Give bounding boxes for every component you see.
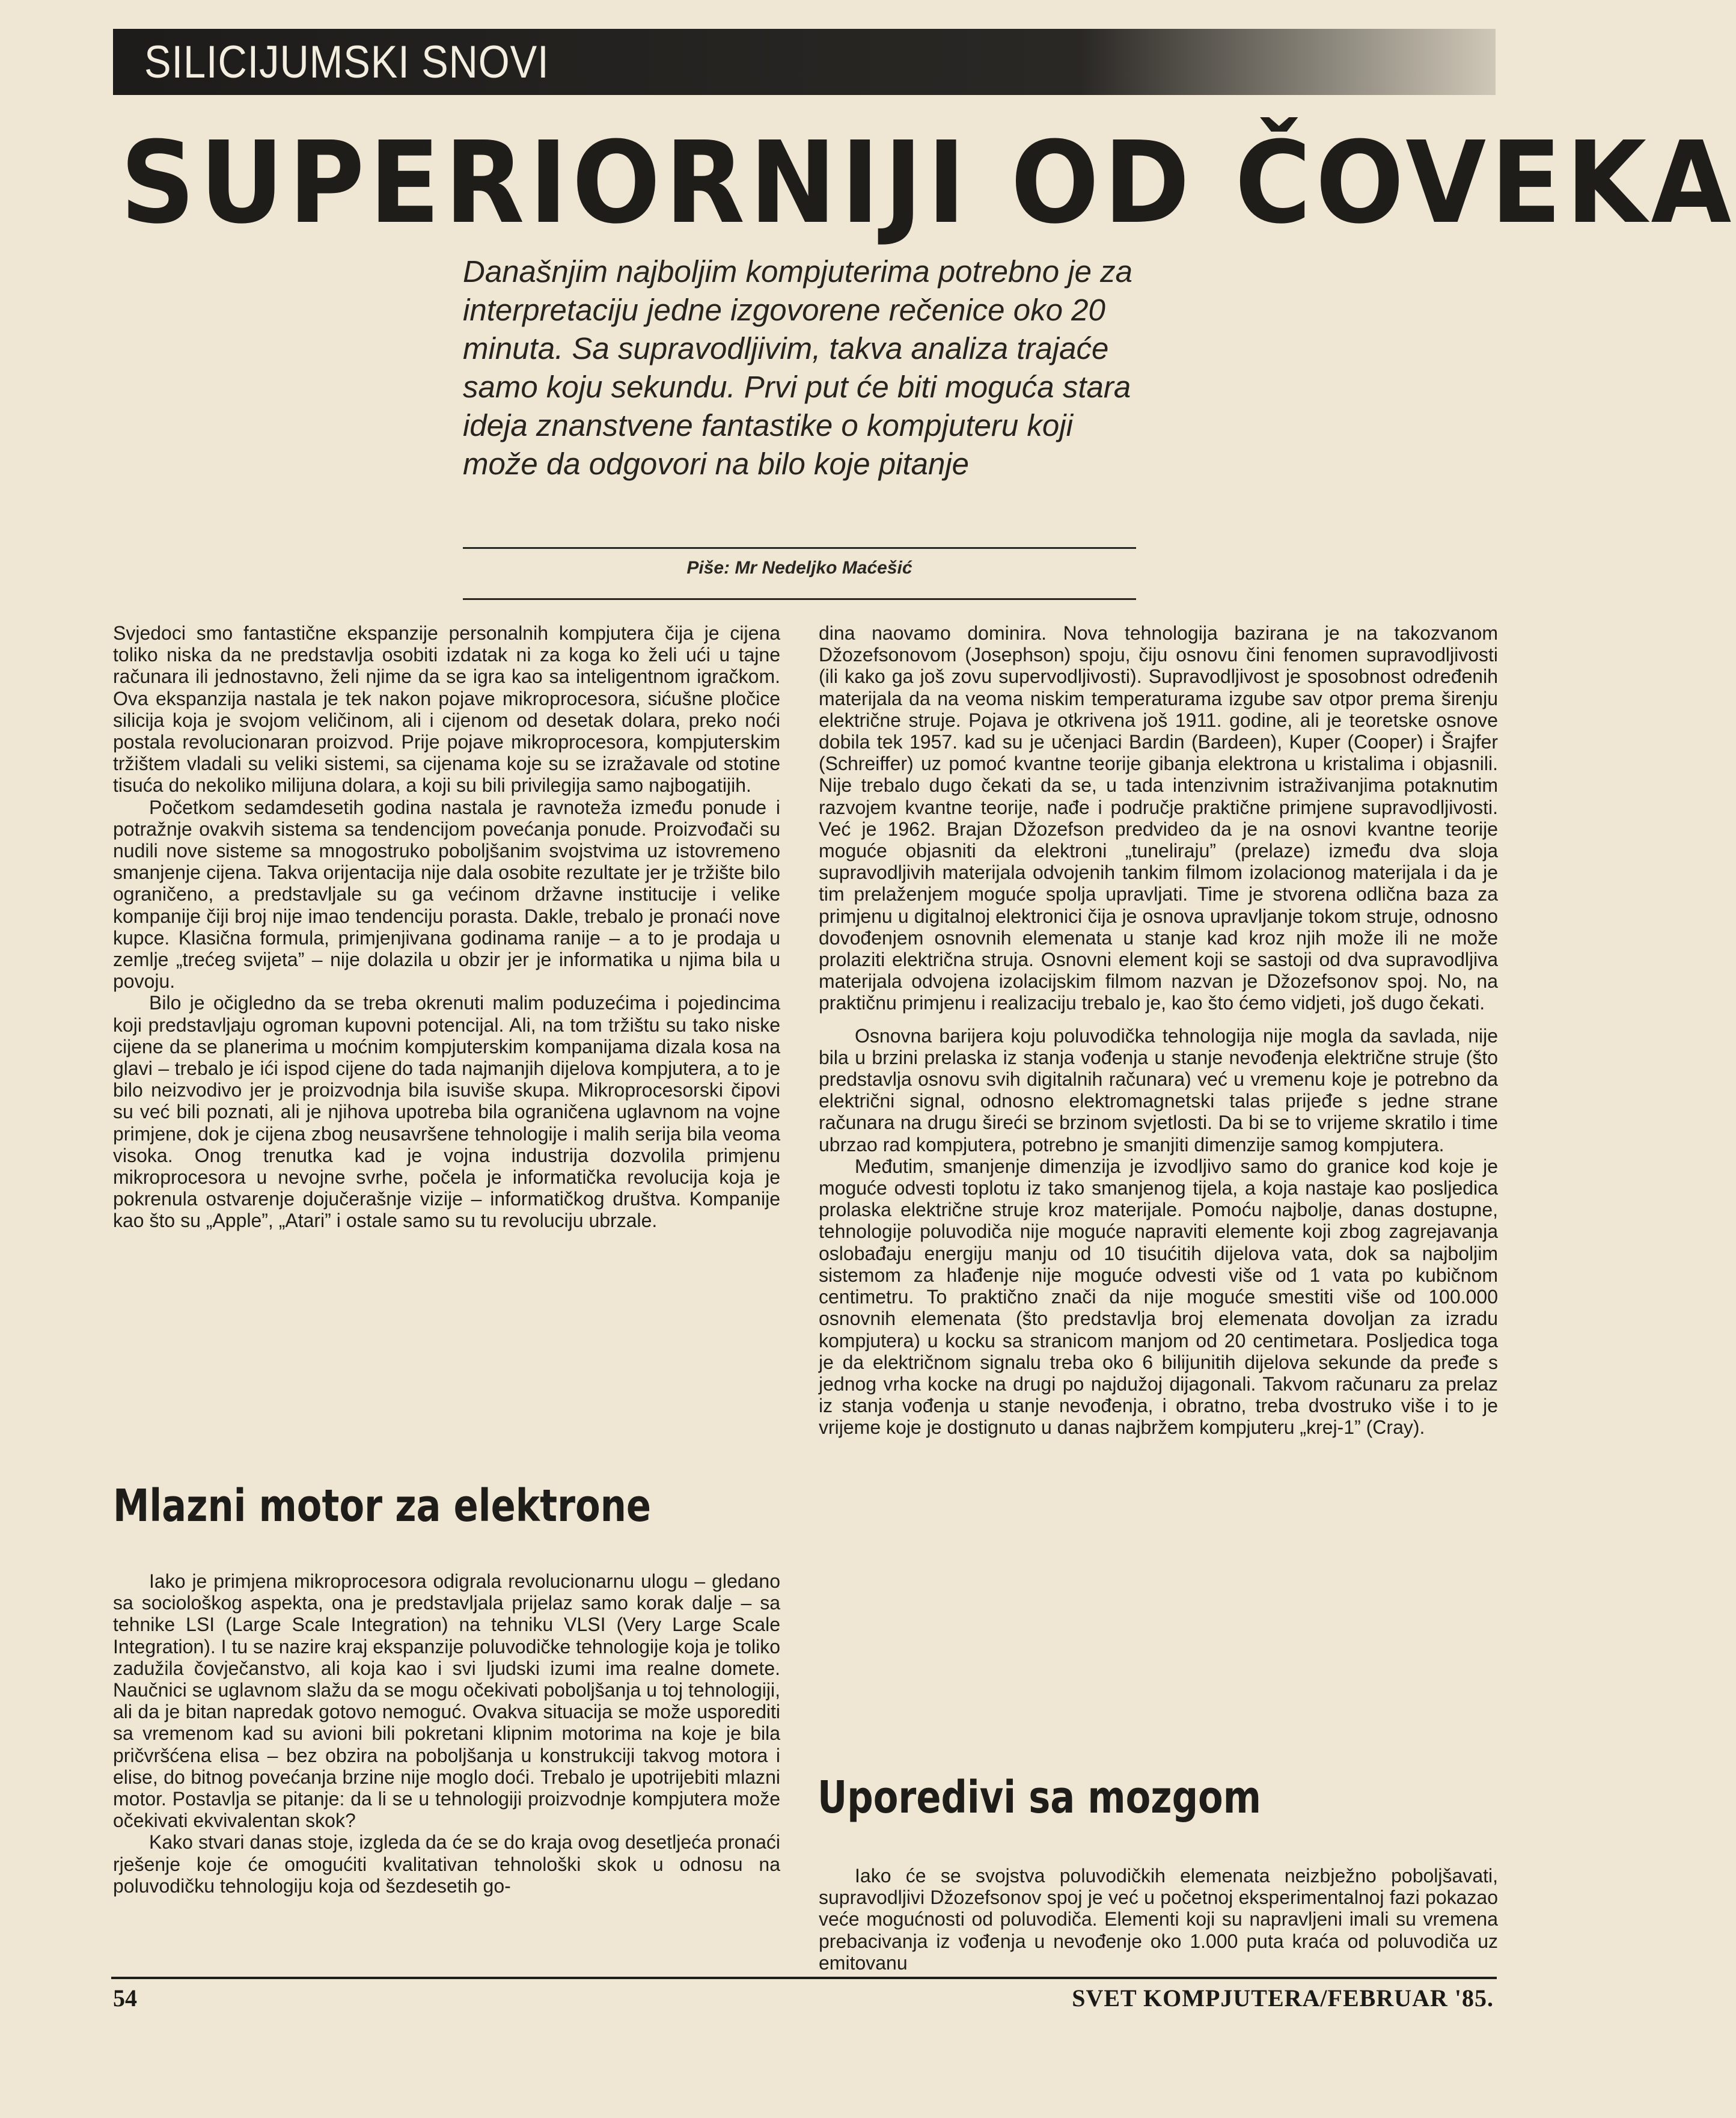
lead-paragraph: Današnjim najboljim kompjuterima potrebno je za interpretaciju jedne izgovorene rečenice oko 20 minuta. Sa supravodljivim, takva analiza trajaće samo koju sekundu. Prvi put će biti moguća stara ideja znanstvene fantastike o kompjuteru koji može da odgovori na bilo koje pitanje bbox=[463, 254, 1133, 481]
footer-rule bbox=[111, 1977, 1497, 1979]
paragraph: Osnovna barijera koju poluvodička tehnologija nije mogla da savlada, nije bila u brzini prelaska iz stanja vođenja u stanje nevođenja električne struje (što predstavlja osnovu svih digitalnih računara) već u vremenu koje je potrebno da električni signal, odnosno elektromagnetski talas prijeđe s jedne strane računara na drugu šireći se brzinom svjetlosti. Da bi se to vrijeme skratilo i time ubrzao rad kompjutera, potrebno je smanjiti dimenzije samog kompjutera. bbox=[819, 1024, 1498, 1155]
page-number: 54 bbox=[113, 1985, 137, 2012]
paragraph: dina naovamo dominira. Nova tehnologija bazirana je na takozvanom Džozefsonovom (Josephson) spoju, čiju osnovu čini fenomen supravodljivosti (ili kako ga još zovu supervodljivosti). Supravodljivost je sposobnost određenih materijala da na veoma niskim temperaturama izgube sav otpor prema širenju električne struje. Pojava je otkrivena još 1911. godine, ali je teoretske osnove dobila tek 1957. kad su je učenjaci Bardin (Bardeen), Kuper (Cooper) i Šrajfer (Schreiffer) uz pomoć kvantne teorije gibanja elektrona u kristalima i objasnili. Nije trebalo dugo čekati da se, u tada intenzivnim istraživanjima potaknutim razvojem kvantne teorije, nađe i područje praktične primjene supravodljivosti. Već je 1962. Brajan Džozefson predvideo da je na osnovi kvantne teorije moguće objasniti da elektroni „tuneliraju” (prelaze) između dva sloja supravodljivih materijala odvojenih tankim filmom izolacionog materijala i da je tim prelaženjem moguće spolja upravljati. Time je stvorena odlična baza za primjenu u digitalnoj elektronici čija je osnova upravljanje tokom struje, odnosno dovođenjem osnovnih elemenata u stanje kad kroz njih može ili ne može prolaziti električna struja. Osnovni element koji se sastoji od dva supravodljiva materijala odvojena izolacijskim filmom nazvan je Džozefsonov spoj. No, na praktičnu primjenu i realizaciju trebalo je, kao što ćemo vidjeti, još dugo čekati. bbox=[819, 622, 1498, 1014]
byline-rule-bottom bbox=[463, 598, 1136, 600]
byline: Piše: Mr Nedeljko Maćešić bbox=[686, 558, 912, 578]
paragraph: Iako će se svojstva poluvodičkih elemenata neizbježno poboljšavati, supravodljivi Džozefsonov spoj je već u početnoj eksperimentalnoj fazi pokazao veće mogućnosti od poluvodiča. Elementi koji su napravljeni imali su vremena prebacivanja iz vođenja u nevođenje oko 1.000 puta kraća od poluvodiča uz emitovanu bbox=[819, 1865, 1498, 1974]
left-column-continued bbox=[113, 1570, 780, 1897]
subheading-brain: Uporedivi sa mozgom bbox=[818, 1772, 1261, 1823]
paragraph: Početkom sedamdesetih godina nastala je ravnoteža između ponude i potražnje ovakvih sistema sa tendencijom povećanja ponude. Proizvođači su nudili nove sisteme sa mnogostruko poboljšanim svojstvima uz istovremeno smanjenje cijena. Takva orijentacija nije dala osobite rezultate jer je tržište bilo ograničeno, a predstavljale su ga većinom državne institucije i velike kompanije čiji broj nije imao tendenciju porasta. Dakle, trebalo je pronaći nove kupce. Klasična formula, primjenjivana godinama ranije – a to je prodaja u zemlje „trećeg svijeta” – nije dolazila u obzir jer je informatika u njima bila u povoju. bbox=[113, 796, 780, 993]
right-column-continued bbox=[819, 1865, 1498, 1974]
left-column bbox=[113, 622, 780, 1232]
paragraph: Međutim, smanjenje dimenzija je izvodljivo samo do granice kod koje je moguće odvesti toplotu iz tako smanjenog tijela, a koja nastaje kao posljedica prolaska električne struje kroz materijale. Pomoću najbolje, danas dostupne, tehnologije poluvodiča nije moguće napraviti elemente koji zbog zagrejavanja oslobađaju energiju manju od 10 tisućitih dijelova vata, dok sa najboljim sistemom za hlađenje nije moguće odvesti više od 1 vata po kubičnom centimetru. To praktično znači da nije moguće smestiti više od 100.000 osnovnih elemenata (što predstavlja broj elemenata dovoljan za izradu kompjutera) u kocku sa stranicom manjom od 20 centimetara. Posljedica toga je da električnom signalu treba oko 6 bilijunitih dijelova sekunde da pređe s jednog vrha kocke na drugi po najdužoj dijagonali. Takvom računaru za prelaz iz stanja vođenja u stanje nevođenja, i obratno, treba dvostruko više i to je vrijeme koje je dostignuto u danas najbržem kompjuteru „krej-1” (Cray). bbox=[819, 1155, 1498, 1439]
paragraph: Svjedoci smo fantastične ekspanzije personalnih kompjutera čija je cijena toliko niska da ne predstavlja osobiti izdatak ni za koga ko želi ući u tajne računara ili jednostavno, želi njime da se igra kao sa inteligentnom igračkom. Ova ekspanzija nastala je tek nakon pojave mikroprocesora, sićušne pločice silicija koja je svojom veličinom, ali i cijenom od desetak dolara, preko noći postala revolucionaran proizvod. Prije pojave mikroprocesora, kompjuterskim tržištem vladali su veliki sistemi, sa cijenama koje su se izražavale od stotine tisuća do nekoliko milijuna dolara, a koji su bili privilegija samo najbogatijih. bbox=[113, 622, 780, 797]
article-title: SUPERIORNIJI OD ČOVEKA bbox=[120, 117, 1736, 249]
section-label: SILICIJUMSKI SNOVI bbox=[144, 37, 549, 88]
magazine-issue: SVET KOMPJUTERA/FEBRUAR '85. bbox=[1072, 1985, 1494, 2012]
byline-rule-top bbox=[463, 547, 1136, 549]
paragraph: Kako stvari danas stoje, izgleda da će se do kraja ovog desetljeća pronaći rješenje koje će omogućiti kvalitativan tehnološki skok u odnosu na poluvodičku tehnologiju koja od šezdesetih go- bbox=[113, 1831, 780, 1897]
right-column bbox=[819, 622, 1498, 1439]
paragraph: Iako je primjena mikroprocesora odigrala revolucionarnu ulogu – gledano sa sociološkog aspekta, ona je predstavljala prijelaz samo korak dalje – sa tehnike LSI (Large Scale Integration) na tehniku VLSI (Very Large Scale Integration). I tu se nazire kraj ekspanzije poluvodičke tehnologije koja je toliko zadužila čovječanstvo, ali koja kao i svi ljudski izumi ima realne domete. Naučnici se uglavnom slažu da se mogu očekivati poboljšanja u toj tehnologiji, ali da je bitan napredak gotovo nemoguć. Ovakva situacija se može usporediti sa vremenom kad su avioni bili pokretani klipnim motorima na koje je bila pričvršćena elisa – bez obzira na poboljšanja u konstrukciji takvog motora i elise, do bitnog povećanja brzine nije moglo doći. Trebalo je upotrijebiti mlazni motor. Postavlja se pitanje: da li se u tehnologiji proizvodnje kompjutera može očekivati ekvivalentan skok? bbox=[113, 1570, 780, 1832]
paragraph: Bilo je očigledno da se treba okrenuti malim poduzećima i pojedincima koji predstavljaju ogroman kupovni potencijal. Ali, na tom tržištu su tako niske cijene da se planerima u moćnim kompjuterskim kompanijama dizala kosa na glavi – trebalo je ići ispod cijene do tada najmanjih dijelova kompjutera, a to je bilo neizvodivo jer je proizvodnja bila isuviše skupa. Mikroprocesorski čipovi su već bili poznati, ali je njihova upotreba bila ograničena uglavnom na vojne primjene, dok je cijena zbog neusavršene tehnologije i malih serija bila veoma visoka. Onog trenutka kad je vojna industrija dozvolila primjenu mikroprocesora u nevojne svrhe, počela je informatička revolucija koja je pokrenula ostvarenje dojučerašnje vizije – informatičkog društva. Kompanije kao što su „Apple”, „Atari” i ostale samo su tu revoluciju ubrzale. bbox=[113, 992, 780, 1232]
subheading-jet-engine: Mlazni motor za elektrone bbox=[113, 1480, 652, 1532]
